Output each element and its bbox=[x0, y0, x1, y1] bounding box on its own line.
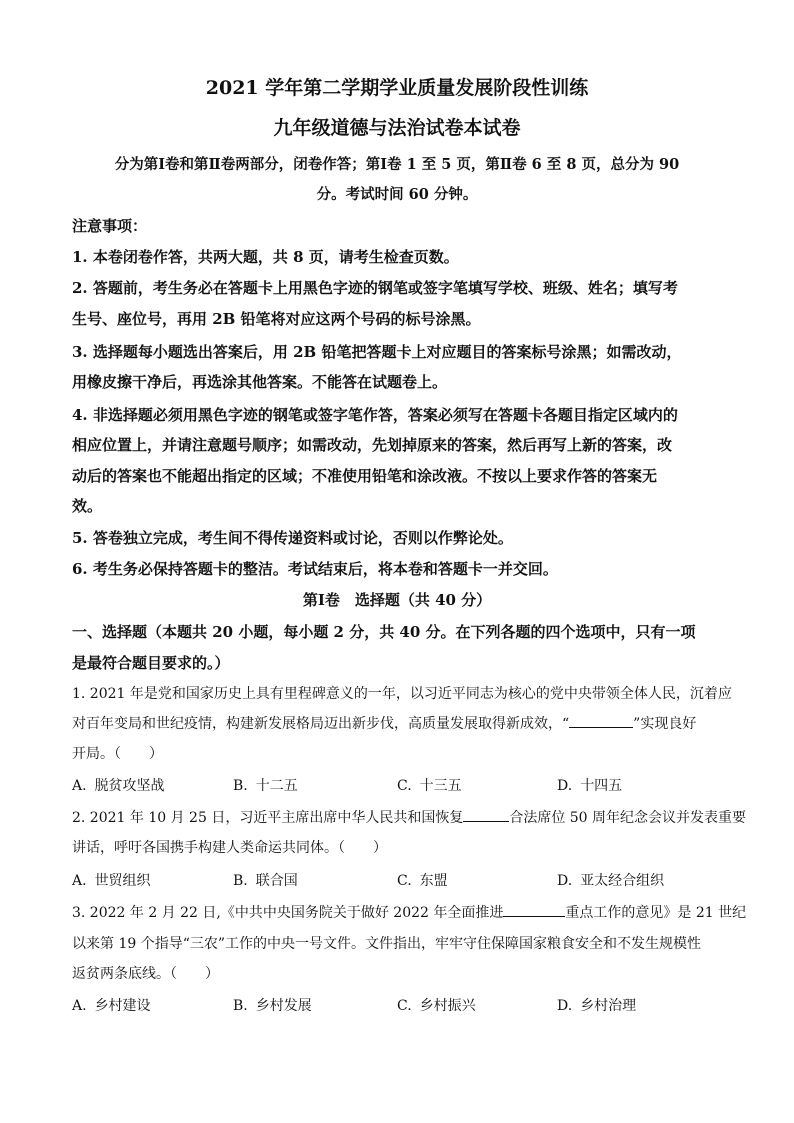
question-3-line-3: 返贫两条底线。（ ） bbox=[72, 966, 219, 982]
exam-description-line-1: 分为第Ⅰ卷和第Ⅱ卷两部分，闭卷作答；第Ⅰ卷 1 至 5 页，第Ⅱ卷 6 至 8 页，总分为 90 bbox=[114, 156, 680, 173]
answer-blank bbox=[503, 902, 565, 917]
notice-line: 6. 考生务必保持答题卡的整洁。考试结束后，将本卷和答题卡一并交回。 bbox=[72, 560, 558, 578]
exam-title: 2021 学年第二学期学业质量发展阶段性训练 bbox=[205, 77, 589, 99]
notice-line: 3. 选择题每小题选出答案后，用 2B 铅笔把答题卡上对应题目的答案标号涂黑；如需改动， bbox=[72, 343, 682, 361]
answer-blank bbox=[569, 713, 633, 728]
notice-line: 4. 非选择题必须用黑色字迹的钢笔或签字笔作答，答案必须写在答题卡各题目指定区域内的 bbox=[72, 406, 678, 424]
exam-description-line-2: 分。考试时间 60 分钟。 bbox=[316, 186, 478, 203]
notice-line: 2. 答题前，考生务必在答题卡上用黑色字迹的钢笔或签字笔填写学校、班级、姓名；填写考 bbox=[72, 279, 678, 297]
notice-line: 用橡皮擦干净后，再选涂其他答案。不能答在试题卷上。 bbox=[72, 373, 448, 391]
question-3-option-a: A. 乡村建设 bbox=[72, 998, 151, 1014]
notice-line: 动后的答案也不能超出指定的区域；不准使用铅笔和涂改液。不按以上要求作答的答案无 bbox=[72, 467, 658, 485]
question-1-option-b: B. 十二五 bbox=[233, 778, 298, 794]
question-1-line-2: 对百年变局和世纪疫情，构建新发展格局迈出新步伐，高质量发展取得新成效，“ ”实现良好 bbox=[72, 713, 696, 733]
notice-line: 相应位置上，并请注意题号顺序；如需改动，先划掉原来的答案，然后再写上新的答案，改 bbox=[72, 436, 673, 454]
question-2-option-b: B. 联合国 bbox=[233, 873, 298, 889]
notice-line: 效。 bbox=[72, 497, 103, 515]
section-intro-line-2: 是最符合题目要求的。） bbox=[72, 654, 230, 672]
answer-blank bbox=[463, 807, 509, 822]
question-2-option-c: C. 东盟 bbox=[397, 873, 448, 889]
question-3-option-b: B. 乡村发展 bbox=[233, 998, 312, 1014]
question-2-line-1: 2. 2021 年 10 月 25 日，习近平主席出席中华人民共和国恢复 合法席位 50 周年纪念会议并发表重要 bbox=[72, 807, 746, 827]
section-intro-line-1: 一、选择题（本题共 20 小题，每小题 2 分，共 40 分。在下列各题的四个选项中，只有一项 bbox=[72, 623, 696, 641]
question-3-option-d: D. 乡村治理 bbox=[557, 998, 637, 1014]
question-1-option-c: C. 十三五 bbox=[397, 778, 462, 794]
question-3-line-1: 3. 2022 年 2 月 22 日,《中共中央国务院关于做好 2022 年全面推进 重点工作的意见》是 21 世纪 bbox=[72, 902, 746, 922]
question-2-line-2: 讲话，呼吁各国携手构建人类命运共同体。（ ） bbox=[72, 840, 387, 856]
notice-line: 1. 本卷闭卷作答，共两大题，共 8 页，请考生检查页数。 bbox=[72, 248, 459, 266]
notice-line: 5. 答卷独立完成，考生间不得传递资料或讨论，否则以作弊论处。 bbox=[72, 529, 513, 547]
question-3-option-c: C. 乡村振兴 bbox=[397, 998, 476, 1014]
notice-line: 生号、座位号，再用 2B 铅笔将对应这两个号码的标号涂黑。 bbox=[72, 310, 481, 328]
question-2-option-a: A. 世贸组织 bbox=[72, 873, 151, 889]
notice-heading: 注意事项： bbox=[72, 217, 148, 235]
question-2-option-d: D. 亚太经合组织 bbox=[557, 873, 665, 889]
question-1-option-a: A. 脱贫攻坚战 bbox=[72, 778, 165, 794]
question-1-line-3: 开局。（ ） bbox=[72, 746, 163, 762]
question-1-line-1: 1. 2021 年是党和国家历史上具有里程碑意义的一年，以习近平同志为核心的党中央带领全体人民，沉着应 bbox=[72, 686, 732, 702]
section-title: 第Ⅰ卷 选择题（共 40 分） bbox=[302, 591, 492, 609]
exam-subtitle: 九年级道德与法治试卷本试卷 bbox=[273, 117, 521, 139]
question-3-line-2: 以来第 19 个指导“三农”工作的中央一号文件。文件指出，牢牢守住保障国家粮食安全和不发生规模性 bbox=[72, 936, 702, 952]
question-1-option-d: D. 十四五 bbox=[557, 778, 623, 794]
